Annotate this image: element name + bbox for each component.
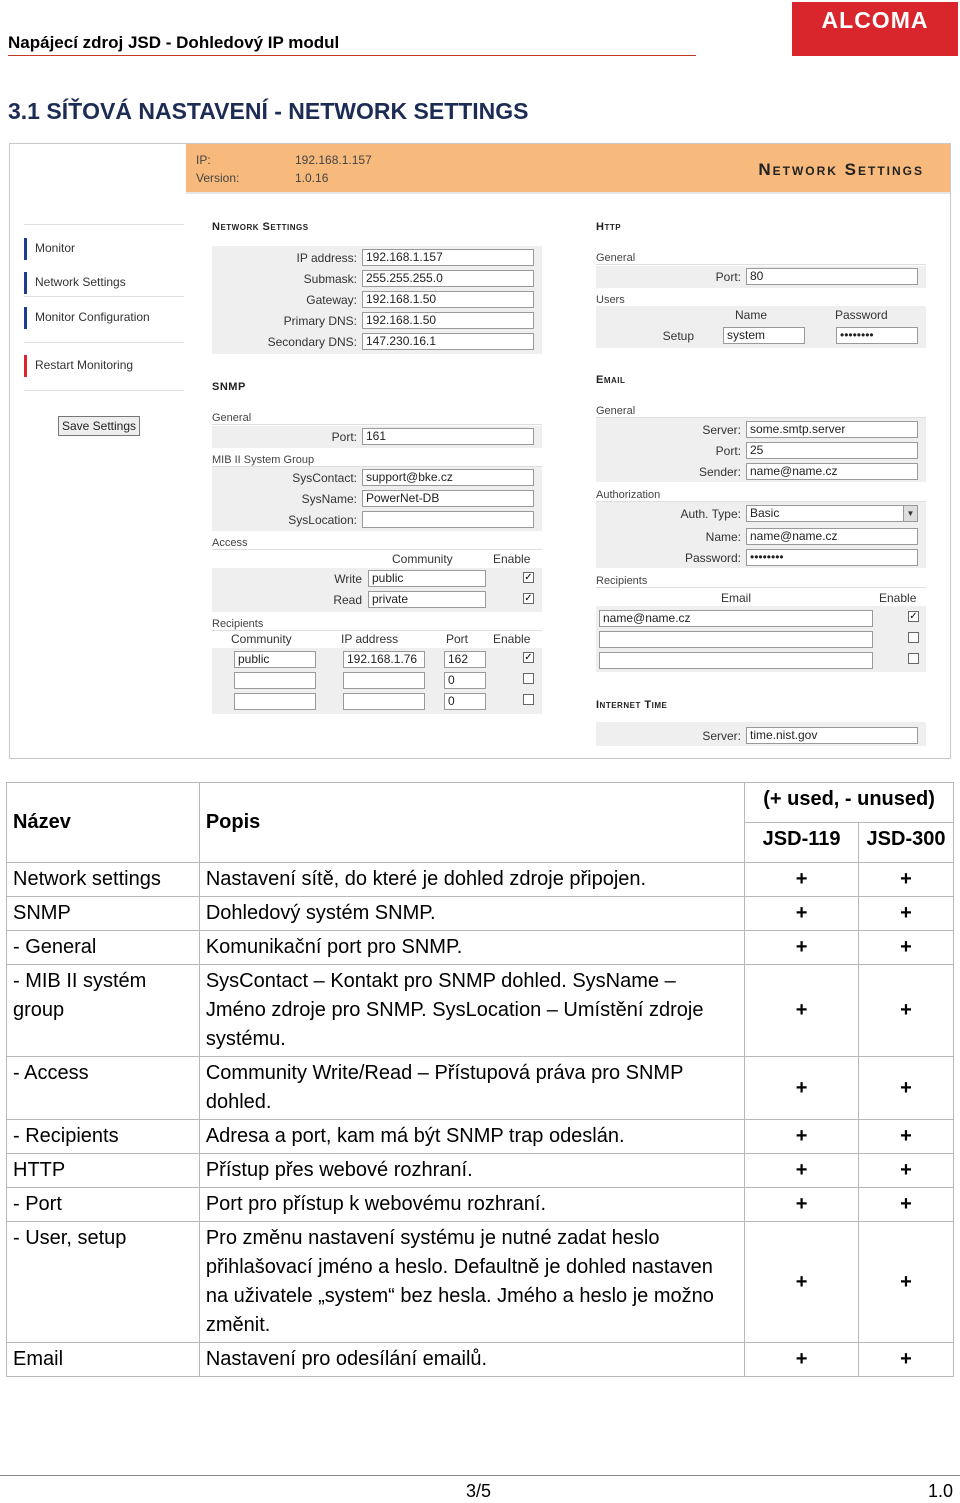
syscontact-input[interactable]: support@bke.cz <box>362 469 534 486</box>
row-description: Komunikační port pro SNMP. <box>199 931 744 965</box>
sender-label: Sender: <box>698 465 741 479</box>
table-row <box>7 1057 954 1120</box>
syslocation-label: SysLocation: <box>288 513 357 527</box>
rcpt-community-header: Community <box>231 632 292 646</box>
row-jsd119: + <box>745 897 859 931</box>
rcpt-enable-checkbox[interactable] <box>523 694 534 705</box>
users-password-header: Password <box>835 308 888 322</box>
menu-item-network-settings[interactable]: Network Settings <box>24 272 184 294</box>
settings-table <box>6 782 954 1377</box>
row-name: - Port <box>7 1188 200 1222</box>
rcpt-port-input[interactable]: 0 <box>444 693 486 710</box>
access-enable-header: Enable <box>493 552 531 566</box>
sysname-label: SysName: <box>301 492 357 506</box>
syslocation-input[interactable] <box>362 511 534 528</box>
access-label: Access <box>212 537 542 550</box>
write-label: Write <box>334 572 362 586</box>
table-row <box>7 863 954 897</box>
row-jsd300: + <box>859 931 954 965</box>
section-heading: 3.1 SÍŤOVÁ NASTAVENÍ - NETWORK SETTINGS <box>8 98 529 124</box>
row-jsd300: + <box>859 1343 954 1377</box>
ip-address-input[interactable]: 192.168.1.157 <box>362 249 534 266</box>
users-name-header: Name <box>735 308 768 322</box>
row-name: Network settings <box>7 863 200 897</box>
rcpt-enable-header: Enable <box>493 632 531 646</box>
save-settings-button[interactable]: Save Settings <box>58 416 140 436</box>
sysname-input[interactable]: PowerNet-DB <box>362 490 534 507</box>
smtp-port-label: Port: <box>715 444 741 458</box>
alcoma-logo: ALCOMA <box>792 2 958 56</box>
header-name: Název <box>7 783 200 863</box>
table-header-row <box>7 783 954 823</box>
auth-password-input[interactable]: •••••••• <box>746 549 918 566</box>
row-name: - Recipients <box>7 1120 200 1154</box>
left-menu-column <box>10 144 190 759</box>
email-enable-checkbox[interactable] <box>908 653 919 664</box>
version-label: Version: <box>196 171 240 185</box>
row-description: Nastavení pro odesílání emailů. <box>199 1343 744 1377</box>
row-description: SysContact – Kontakt pro SNMP dohled. SysName – Jméno zdroje pro SNMP. SysLocation – Umístění zdroje systému. <box>199 965 744 1057</box>
menu-item-monitor[interactable]: Monitor <box>24 238 184 260</box>
rcpt-enable-checkbox[interactable] <box>523 673 534 684</box>
info-bar <box>186 144 951 194</box>
email-section-title: Email <box>596 374 626 386</box>
snmp-general-label: General <box>212 412 542 425</box>
row-name: HTTP <box>7 1154 200 1188</box>
menu-separator <box>24 390 184 391</box>
ip-address-label: IP address: <box>296 251 357 265</box>
access-community-header: Community <box>392 552 453 566</box>
smtp-server-label: Server: <box>702 423 741 437</box>
internet-time-title: Internet Time <box>596 699 668 711</box>
row-jsd119: + <box>745 965 859 1057</box>
row-description: Adresa a port, kam má být SNMP trap odeslán. <box>199 1120 744 1154</box>
row-jsd119: + <box>745 863 859 897</box>
row-name: - MIB II systém group <box>7 965 200 1057</box>
smtp-port-input[interactable]: 25 <box>746 442 918 459</box>
email-enable-checkbox[interactable] <box>908 632 919 643</box>
row-jsd119: + <box>745 1057 859 1120</box>
auth-name-input[interactable]: name@name.cz <box>746 528 918 545</box>
page-number: 3/5 <box>466 1481 492 1501</box>
read-community-input[interactable]: private <box>368 591 486 608</box>
header-jsd300: JSD-300 <box>859 823 954 863</box>
rcpt-community-input[interactable] <box>234 672 316 689</box>
table-row <box>7 1343 954 1377</box>
document-title: Napájecí zdroj JSD - Dohledový IP modul <box>8 33 340 52</box>
header-rule <box>8 55 696 56</box>
menu-separator <box>24 342 184 343</box>
email-recipient-input[interactable] <box>599 652 873 669</box>
email-col-header: Email <box>721 591 752 605</box>
web-page-title: Network Settings <box>758 160 924 179</box>
rcpt-community-input[interactable] <box>234 693 316 710</box>
row-jsd119: + <box>745 1188 859 1222</box>
row-description: Pro změnu nastavení systému je nutné zadat heslo přihlašovací jméno a heslo. Defaultně je dohled nastaven na uživatele „system“ bez hesla. Jmého a heslo je možno změnit. <box>199 1222 744 1343</box>
rcpt-port-input[interactable]: 162 <box>444 651 486 668</box>
row-name: - User, setup <box>7 1222 200 1343</box>
menu-item-monitor-configuration[interactable]: Monitor Configuration <box>24 307 184 329</box>
row-jsd300: + <box>859 897 954 931</box>
footer-rule <box>0 1475 960 1476</box>
rcpt-ip-input[interactable]: 192.168.1.76 <box>343 651 425 668</box>
auth-type-label: Auth. Type: <box>680 507 741 521</box>
setup-password-input[interactable]: •••••••• <box>836 327 918 344</box>
menu-separator <box>24 296 184 297</box>
setup-name-input[interactable]: system <box>723 327 805 344</box>
users-label: Users <box>596 294 926 307</box>
chevron-down-icon[interactable]: ▼ <box>903 506 917 521</box>
row-jsd300: + <box>859 1120 954 1154</box>
menu-separator <box>24 224 184 225</box>
mib-group-label: MIB II System Group <box>212 454 542 467</box>
row-description: Přístup přes webové rozhraní. <box>199 1154 744 1188</box>
snmp-section-title: SNMP <box>212 381 246 393</box>
auth-type-value: Basic <box>750 506 780 520</box>
rcpt-ip-header: IP address <box>341 632 399 646</box>
row-jsd119: + <box>745 1120 859 1154</box>
rcpt-ip-input[interactable] <box>343 672 425 689</box>
http-general-label: General <box>596 252 926 265</box>
row-description: Port pro přístup k webovému rozhraní. <box>199 1188 744 1222</box>
row-jsd300: + <box>859 863 954 897</box>
snmp-port-label: Port: <box>331 430 357 444</box>
setup-user-label: Setup <box>662 329 694 343</box>
rcpt-ip-input[interactable] <box>343 693 425 710</box>
primary-dns-label: Primary DNS: <box>283 314 357 328</box>
row-name: - General <box>7 931 200 965</box>
secondary-dns-label: Secondary DNS: <box>267 335 357 349</box>
version-value: 1.0.16 <box>295 171 329 185</box>
row-name: SNMP <box>7 897 200 931</box>
gateway-label: Gateway: <box>306 293 357 307</box>
time-server-input[interactable]: time.nist.gov <box>746 727 918 744</box>
email-recipient-input[interactable] <box>599 631 873 648</box>
network-section-title: Network Settings <box>212 221 309 233</box>
read-enable-checkbox[interactable]: ✓ <box>524 593 533 604</box>
syscontact-label: SysContact: <box>292 471 357 485</box>
primary-dns-input[interactable]: 192.168.1.50 <box>362 312 534 329</box>
snmp-port-input[interactable]: 161 <box>362 428 534 445</box>
row-name: Email <box>7 1343 200 1377</box>
ip-value: 192.168.1.157 <box>295 153 372 167</box>
http-port-label: Port: <box>715 270 741 284</box>
table-row <box>7 1120 954 1154</box>
menu-item-restart-monitoring[interactable]: Restart Monitoring <box>24 355 184 377</box>
smtp-server-input[interactable]: some.smtp.server <box>746 421 918 438</box>
auth-name-label: Name: <box>705 530 741 544</box>
header-jsd119: JSD-119 <box>745 823 859 863</box>
row-jsd300: + <box>859 965 954 1057</box>
http-section-title: Http <box>596 221 622 233</box>
submask-input[interactable]: 255.255.255.0 <box>362 270 534 287</box>
gateway-input[interactable]: 192.168.1.50 <box>362 291 534 308</box>
email-enable-checkbox[interactable]: ✓ <box>909 611 918 622</box>
auth-password-label: Password: <box>684 551 741 565</box>
row-description: Dohledový systém SNMP. <box>199 897 744 931</box>
table-row <box>7 897 954 931</box>
header-used-legend: (+ used, - unused) <box>745 783 954 823</box>
write-enable-checkbox[interactable]: ✓ <box>524 572 533 583</box>
row-jsd119: + <box>745 1154 859 1188</box>
email-recipient-input[interactable]: name@name.cz <box>599 610 873 627</box>
row-jsd119: + <box>745 1222 859 1343</box>
rcpt-enable-checkbox[interactable]: ✓ <box>524 652 533 663</box>
ip-label: IP: <box>196 153 211 167</box>
sender-input[interactable]: name@name.cz <box>746 463 918 480</box>
email-recipients-label: Recipients <box>596 575 926 588</box>
row-description: Community Write/Read – Přístupová práva pro SNMP dohled. <box>199 1057 744 1120</box>
email-general-label: General <box>596 405 926 418</box>
http-port-input[interactable]: 80 <box>746 268 918 285</box>
header-description: Popis <box>199 783 744 863</box>
read-label: Read <box>333 593 362 607</box>
rcpt-community-input[interactable]: public <box>234 651 316 668</box>
table-row <box>7 1188 954 1222</box>
table-row <box>7 1154 954 1188</box>
row-jsd300: + <box>859 1188 954 1222</box>
snmp-recipients-label: Recipients <box>212 618 542 631</box>
email-enable-header: Enable <box>879 591 917 605</box>
submask-label: Submask: <box>303 272 357 286</box>
row-name: - Access <box>7 1057 200 1120</box>
row-jsd300: + <box>859 1154 954 1188</box>
authorization-label: Authorization <box>596 489 926 502</box>
auth-type-select[interactable] <box>746 505 918 522</box>
row-jsd300: + <box>859 1222 954 1343</box>
row-description: Nastavení sítě, do které je dohled zdroje připojen. <box>199 863 744 897</box>
rcpt-port-header: Port <box>446 632 469 646</box>
table-row <box>7 931 954 965</box>
row-jsd119: + <box>745 931 859 965</box>
network-settings-screenshot <box>9 143 951 759</box>
row-jsd119: + <box>745 1343 859 1377</box>
table-row <box>7 965 954 1057</box>
secondary-dns-input[interactable]: 147.230.16.1 <box>362 333 534 350</box>
table-row <box>7 1222 954 1343</box>
row-jsd300: + <box>859 1057 954 1120</box>
document-version: 1.0 <box>928 1481 954 1501</box>
time-server-label: Server: <box>702 729 741 743</box>
rcpt-port-input[interactable]: 0 <box>444 672 486 689</box>
write-community-input[interactable]: public <box>368 570 486 587</box>
